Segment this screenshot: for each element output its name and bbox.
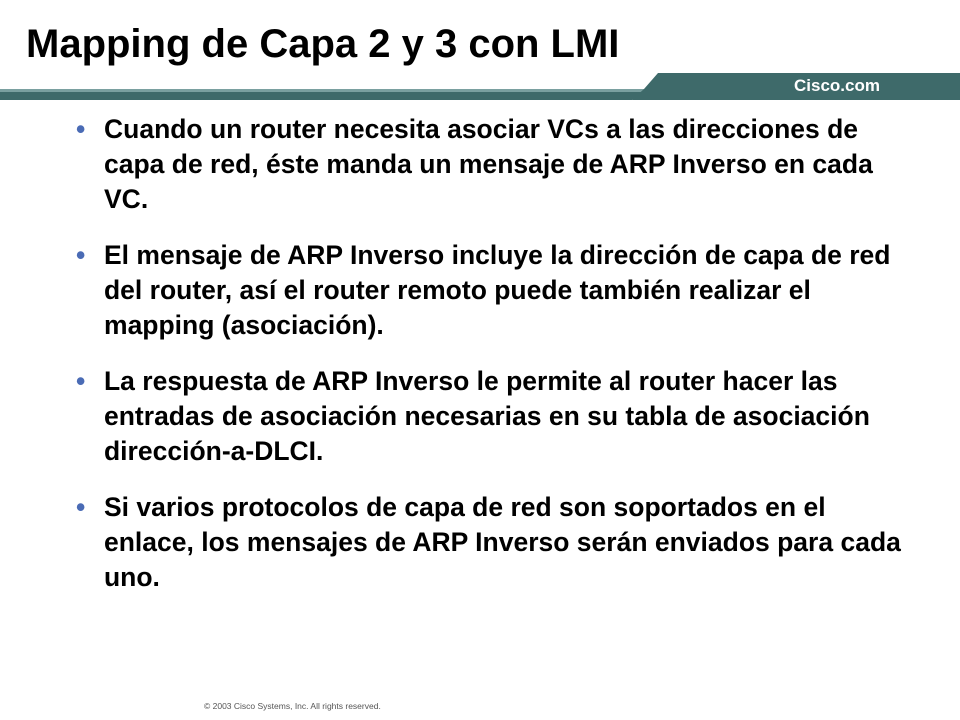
cisco-brand-logo: Cisco.com xyxy=(794,76,880,95)
bullet-text: La respuesta de ARP Inverso le permite al router hacer las entradas de asociación necesarias en su tabla de asociación dirección-a-DLCI. xyxy=(104,366,870,466)
bullet-item xyxy=(76,112,916,217)
bullet-icon: • xyxy=(76,114,86,144)
bullet-icon: • xyxy=(76,240,86,270)
bullet-item xyxy=(76,238,916,343)
copyright-footer: © 2003 Cisco Systems, Inc. All rights reserved. xyxy=(204,701,381,711)
bullet-item xyxy=(76,364,916,469)
bullet-item xyxy=(76,490,916,595)
bullet-icon: • xyxy=(76,366,86,396)
bullet-text: Si varios protocolos de capa de red son soportados en el enlace, los mensajes de ARP Inverso serán enviados para cada uno. xyxy=(104,492,901,592)
bullet-list xyxy=(76,112,916,616)
bullet-icon: • xyxy=(76,492,86,522)
bullet-text: El mensaje de ARP Inverso incluye la dirección de capa de red del router, así el router remoto puede también realizar el mapping (asociación). xyxy=(104,240,891,340)
slide-title: Mapping de Capa 2 y 3 con LMI xyxy=(26,22,620,66)
bullet-text: Cuando un router necesita asociar VCs a las direcciones de capa de red, éste manda un mensaje de ARP Inverso en cada VC. xyxy=(104,114,873,214)
